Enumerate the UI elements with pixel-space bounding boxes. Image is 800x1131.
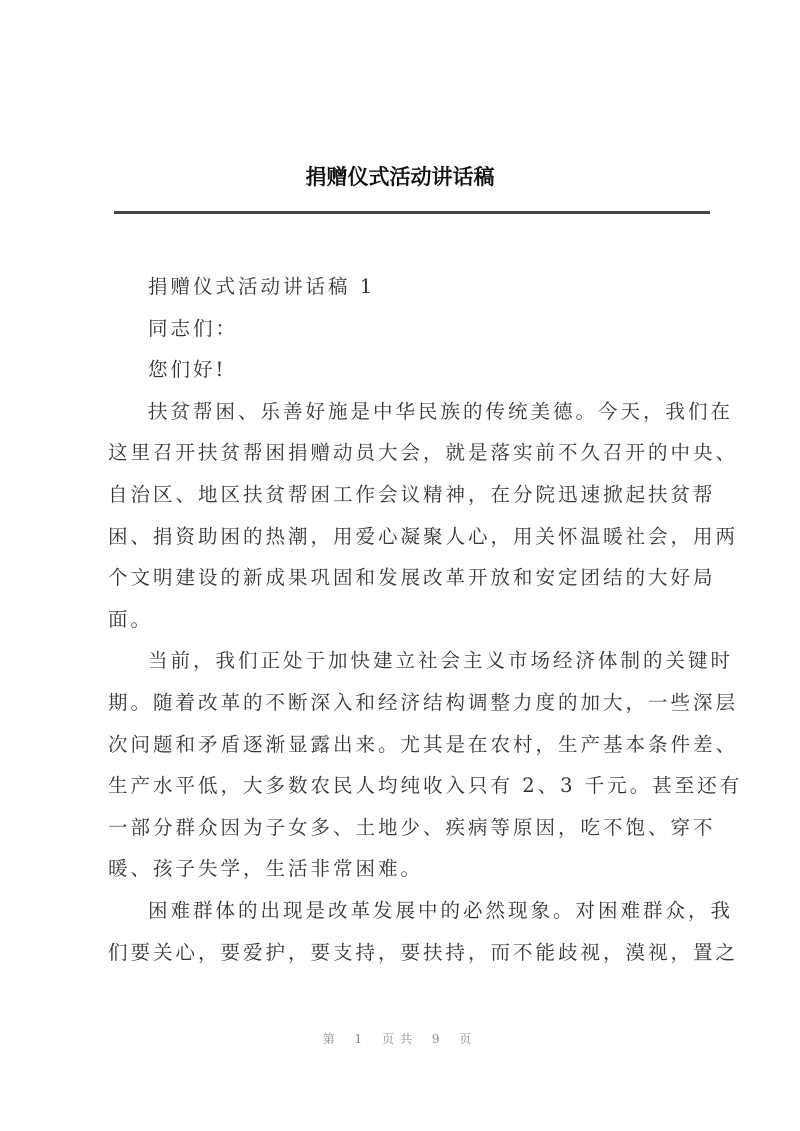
text-line: 次问题和矛盾逐渐显露出来。尤其是在农村，生产基本条件差、 (108, 732, 739, 756)
text-line: 生产水平低，大多数农民人均纯收入只有 2、3 千元。甚至还有 (108, 774, 743, 798)
title-divider (114, 211, 710, 214)
page-number-footer: 第 1 页共 9 页 (322, 1032, 478, 1046)
text-line: 同志们： (148, 316, 239, 340)
document-body (108, 266, 743, 973)
text-line: 这里召开扶贫帮困捐赠动员大会，就是落实前不久召开的中央、 (108, 441, 739, 465)
text-line: 个文明建设的新成果巩固和发展改革开放和安定团结的大好局 (108, 566, 716, 590)
text-line: 您们好! (148, 358, 227, 382)
text-line: 自治区、地区扶贫帮困工作会议精神，在分院迅速掀起扶贫帮 (108, 482, 716, 506)
text-line: 暖、孩子失学，生活非常困难。 (108, 857, 424, 881)
text-line: 一部分群众因为子女多、土地少、疾病等原因，吃不饱、穿不 (108, 815, 716, 839)
text-line: 当前，我们正处于加快建立社会主义市场经济体制的关键时 (148, 649, 734, 673)
text-line: 捐赠仪式活动讲话稿 1 (148, 275, 376, 298)
text-line: 困、捐资助困的热潮，用爱心凝聚人心，用关怀温暖社会，用两 (108, 524, 739, 548)
text-line: 困难群体的出现是改革发展中的必然现象。对困难群众，我 (148, 898, 734, 922)
text-line: 们要关心，要爱护，要支持，要扶持，而不能歧视，漠视，置之 (108, 940, 739, 964)
text-line: 面。 (108, 607, 154, 631)
text-line: 扶贫帮困、乐善好施是中华民族的传统美德。今天，我们在 (148, 399, 734, 423)
page-title: 捐赠仪式活动讲话稿 (305, 165, 495, 189)
text-line: 期。随着改革的不断深入和经济结构调整力度的加大，一些深层 (108, 690, 739, 714)
